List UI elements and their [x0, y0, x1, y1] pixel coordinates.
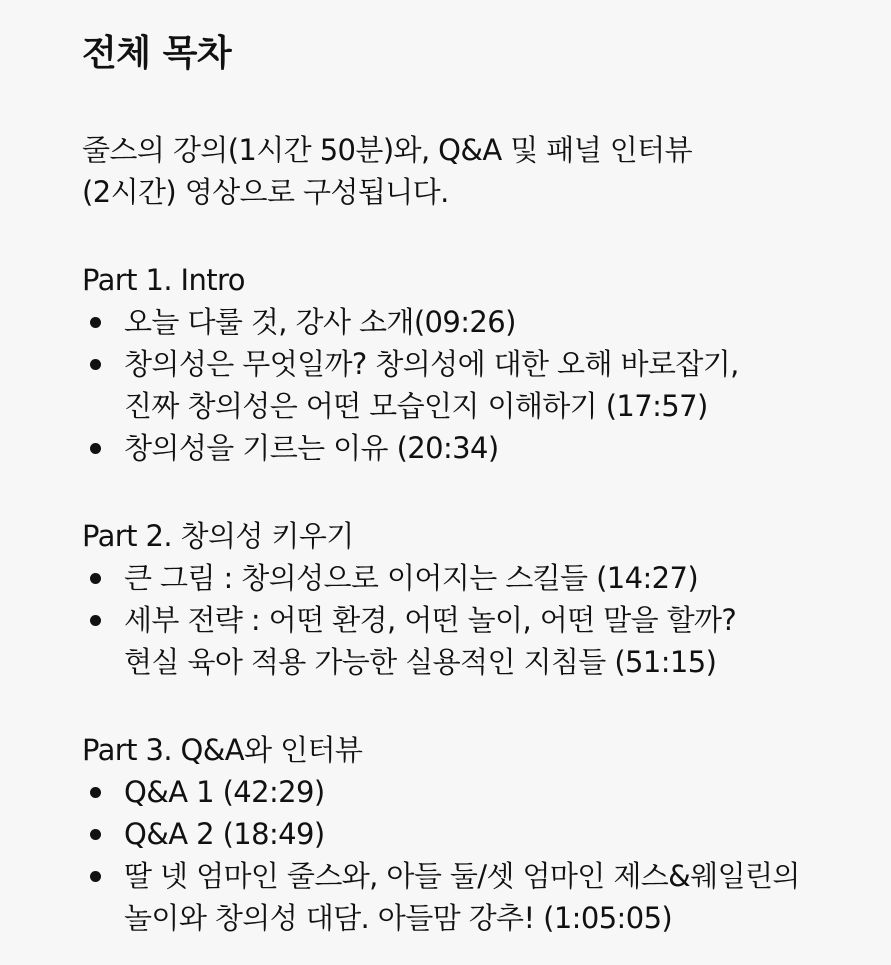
list-item: [82, 813, 891, 855]
intro-paragraph: [82, 129, 891, 213]
item-list: [82, 301, 891, 469]
list-item: [82, 771, 891, 813]
list-item: [82, 427, 891, 469]
section-title: Part 1. Intro: [82, 263, 245, 297]
list-item: [82, 855, 891, 939]
bullet-icon: [90, 615, 101, 626]
item-text: 현실 육아 적용 가능한 실용적인 지침들 (51:15): [124, 645, 717, 679]
intro-line: 줄스의 강의(1시간 50분)와, Q&A 및 패널 인터뷰: [82, 133, 692, 167]
bullet-icon: [90, 829, 101, 840]
section-title: Part 3. Q&A와 인터뷰: [82, 733, 363, 767]
section-part-3: [82, 729, 891, 939]
item-text: 놀이와 창의성 대담. 아들맘 강추! (1:05:05): [124, 901, 673, 935]
list-item: [82, 301, 891, 343]
item-text: Q&A 2 (18:49): [124, 817, 325, 851]
section-part-2: [82, 515, 891, 683]
intro-line: (2시간) 영상으로 구성됩니다.: [82, 175, 449, 209]
list-item: [82, 599, 891, 683]
section-title: Part 2. 창의성 키우기: [82, 519, 354, 553]
item-list: [82, 557, 891, 683]
bullet-icon: [90, 787, 101, 798]
item-list: [82, 771, 891, 939]
item-text: 세부 전략 : 어떤 환경, 어떤 놀이, 어떤 말을 할까?: [124, 603, 737, 637]
bullet-icon: [90, 573, 101, 584]
list-item: [82, 343, 891, 427]
section-part-1: [82, 259, 891, 469]
page-title: 전체 목차: [82, 33, 232, 74]
item-text: 진짜 창의성은 어떤 모습인지 이해하기 (17:57): [124, 389, 708, 423]
item-text: 창의성은 무엇일까? 창의성에 대한 오해 바로잡기,: [124, 347, 739, 381]
item-text: Q&A 1 (42:29): [124, 775, 325, 809]
bullet-icon: [90, 871, 101, 882]
item-text: 큰 그림 : 창의성으로 이어지는 스킬들 (14:27): [124, 561, 699, 595]
item-text: 딸 넷 엄마인 줄스와, 아들 둘/셋 엄마인 제스&웨일린의: [124, 859, 800, 893]
item-text: 창의성을 기르는 이유 (20:34): [124, 431, 499, 465]
bullet-icon: [90, 317, 101, 328]
list-item: [82, 557, 891, 599]
item-text: 오늘 다룰 것, 강사 소개(09:26): [124, 305, 516, 339]
bullet-icon: [90, 359, 101, 370]
bullet-icon: [90, 443, 101, 454]
